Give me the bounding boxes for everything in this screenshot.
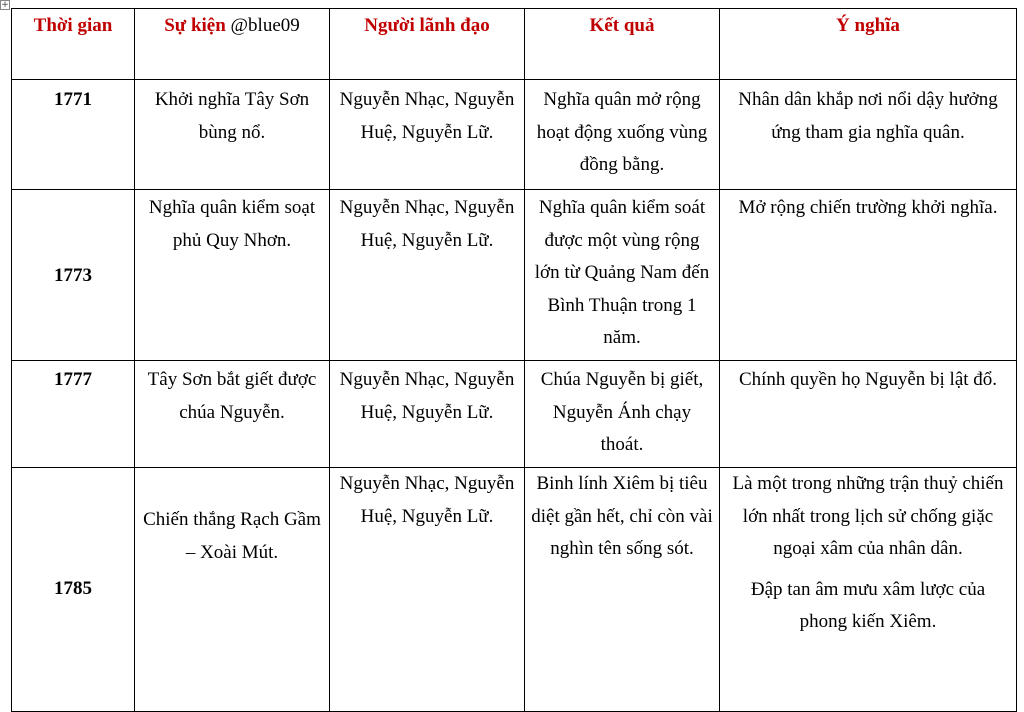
cell-event: Tây Sơn bắt giết được chúa Nguyễn.: [135, 361, 330, 468]
cell-event: Khởi nghĩa Tây Sơn bùng nổ.: [135, 80, 330, 190]
cell-leader: Nguyễn Nhạc, Nguyễn Huệ, Nguyễn Lữ.: [330, 190, 525, 361]
cell-result: Binh lính Xiêm bị tiêu diệt gần hết, chỉ còn vài nghìn tên sống sót.: [525, 468, 720, 712]
meaning-paragraph: Chính quyền họ Nguyễn bị lật đổ.: [738, 369, 998, 390]
header-event: [135, 9, 330, 80]
cell-meaning: [720, 190, 1017, 361]
cell-result: Chúa Nguyễn bị giết, Nguyễn Ánh chạy thoát.: [525, 361, 720, 468]
meaning-paragraph: Là một trong những trận thuỷ chiến lớn nhất trong lịch sử chống giặc ngoại xâm của nhân dân.: [732, 473, 1004, 559]
cell-year: 1785: [12, 468, 135, 712]
header-event-handle: @blue09: [230, 15, 300, 36]
header-meaning: Ý nghĩa: [720, 9, 1017, 80]
meaning-paragraph: Mở rộng chiến trường khởi nghĩa.: [738, 197, 998, 218]
table-row: [12, 361, 1017, 468]
cell-meaning: [720, 468, 1017, 712]
header-time: Thời gian: [12, 9, 135, 80]
cell-meaning: [720, 80, 1017, 190]
cell-meaning: [720, 361, 1017, 468]
table-move-handle-icon[interactable]: +: [1, 0, 9, 10]
cell-year: 1777: [12, 361, 135, 468]
cell-result: Nghĩa quân mở rộng hoạt động xuống vùng đồng bằng.: [525, 80, 720, 190]
cell-leader: Nguyễn Nhạc, Nguyễn Huệ, Nguyễn Lữ.: [330, 80, 525, 190]
cell-event: Nghĩa quân kiểm soạt phủ Quy Nhơn.: [135, 190, 330, 361]
table-row: [12, 80, 1017, 190]
cell-year: 1771: [12, 80, 135, 190]
meaning-paragraph: Nhân dân khắp nơi nổi dậy hưởng ứng tham gia nghĩa quân.: [738, 89, 998, 143]
table-row: [12, 190, 1017, 361]
cell-result: Nghĩa quân kiểm soát được một vùng rộng lớn từ Quảng Nam đến Bình Thuận trong 1 năm.: [525, 190, 720, 361]
table-header-row: [12, 9, 1017, 80]
cell-event: Chiến thắng Rạch Gầm – Xoài Mút.: [135, 468, 330, 712]
cell-year: 1773: [12, 190, 135, 361]
cell-leader: Nguyễn Nhạc, Nguyễn Huệ, Nguyễn Lữ.: [330, 468, 525, 712]
table-row: [12, 468, 1017, 712]
cell-leader: Nguyễn Nhạc, Nguyễn Huệ, Nguyễn Lữ.: [330, 361, 525, 468]
meaning-paragraph: Đập tan âm mưu xâm lược của phong kiến Xiêm.: [750, 578, 986, 632]
header-event-label: Sự kiện: [164, 15, 226, 36]
header-leader: Người lãnh đạo: [330, 9, 525, 80]
header-result: Kết quả: [525, 9, 720, 80]
history-table: [11, 8, 1017, 712]
